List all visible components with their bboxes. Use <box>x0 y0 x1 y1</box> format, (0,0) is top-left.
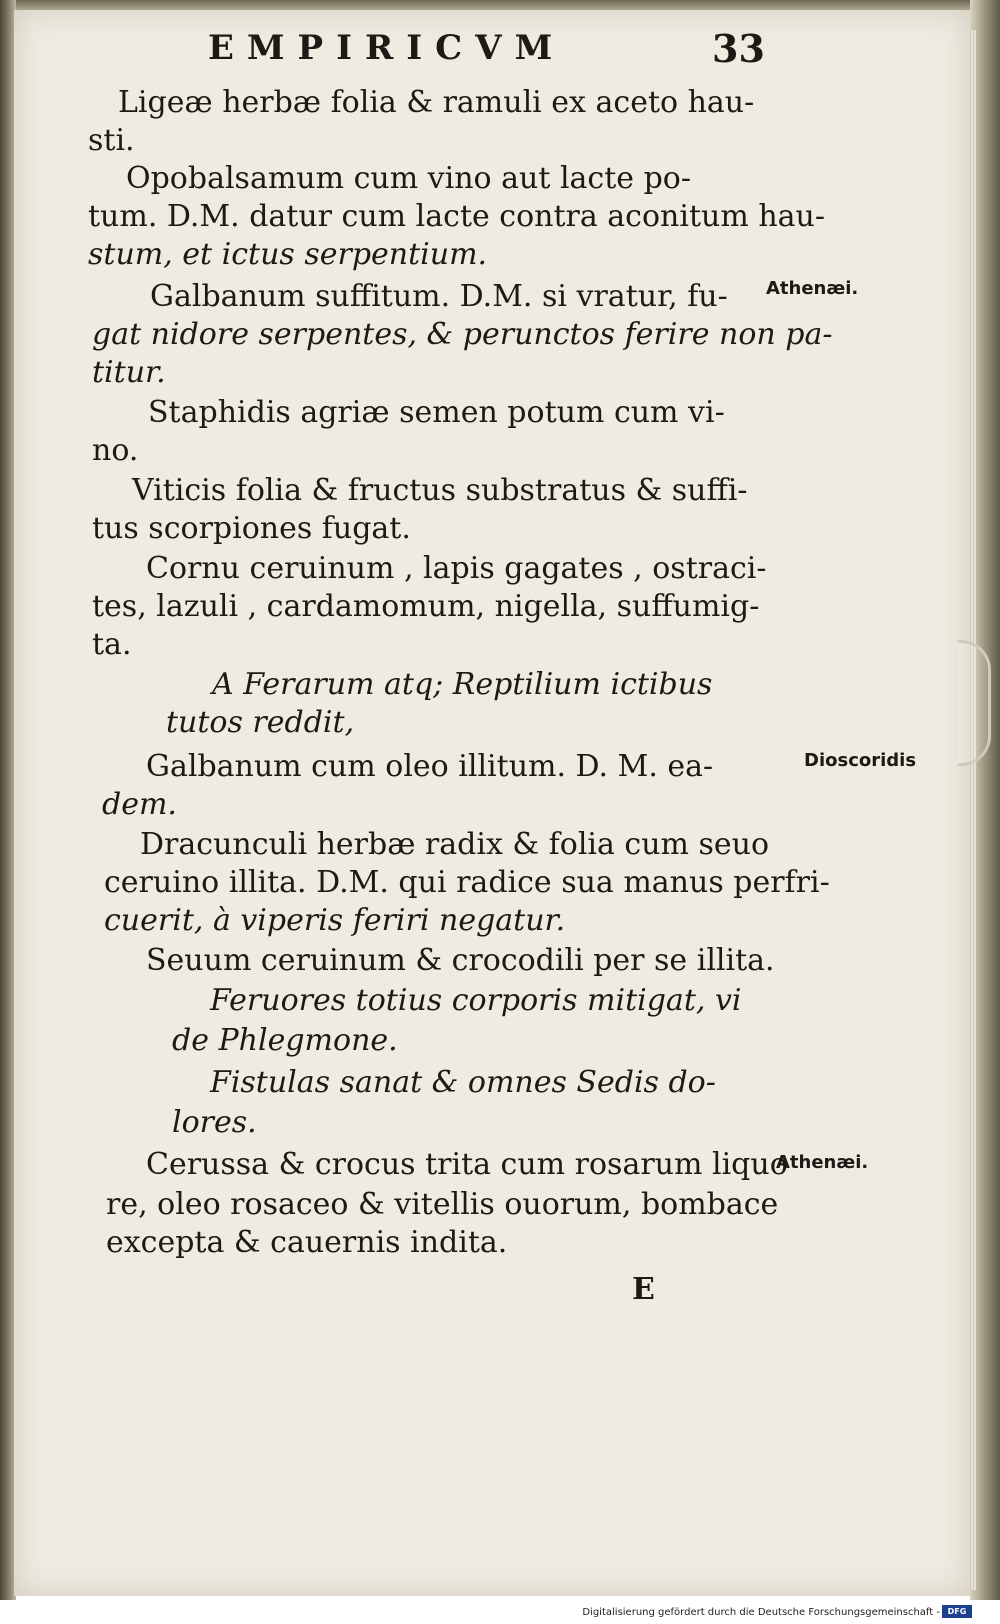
section-heading: Feruores totius corporis mitigat, vi <box>210 983 742 1018</box>
section-heading: A Ferarum atq; Reptilium ictibus <box>212 667 713 702</box>
text-line: tum. D.M. datur cum lacte contra aconitum hau- <box>88 199 825 234</box>
page-number: 33 <box>712 26 765 71</box>
running-head: EMPIRICVM <box>208 28 566 68</box>
text-line: Seuum ceruinum & crocodili per se illita. <box>146 943 775 978</box>
text-line: excepta & cauernis indita. <box>106 1225 508 1260</box>
section-heading: de Phlegmone. <box>172 1023 398 1058</box>
section-heading: lores. <box>172 1105 257 1140</box>
margin-note: Athenæi. <box>766 278 859 299</box>
text-line: Cornu ceruinum , lapis gagates , ostraci- <box>146 551 767 586</box>
dfg-logo: DFG <box>942 1605 972 1618</box>
text-line: ceruino illita. D.M. qui radice sua manus perfri- <box>104 865 830 900</box>
text-line: Galbanum cum oleo illitum. D. M. ea- <box>146 749 714 784</box>
digitization-credit: Digitalisierung gefördert durch die Deutsche Forschungsgemeinschaft - <box>582 1607 940 1618</box>
text-line: gat nidore serpentes, & perunctos ferire non pa- <box>92 317 833 352</box>
text-line: dem. <box>102 787 177 822</box>
text-line: tus scorpiones fugat. <box>92 511 411 546</box>
text-line: Ligeæ herbæ folia & ramuli ex aceto hau- <box>118 85 755 120</box>
text-line: Viticis folia & fructus substratus & suffi- <box>132 473 748 508</box>
text-line: no. <box>92 433 139 468</box>
text-line: stum, et ictus serpentium. <box>88 237 488 272</box>
margin-note: Athenæi. <box>776 1152 869 1173</box>
section-heading: tutos reddit, <box>166 705 355 740</box>
text-line: ta. <box>92 627 132 662</box>
text-line: Dracunculi herbæ radix & folia cum seuo <box>140 827 770 862</box>
section-heading: Fistulas sanat & omnes Sedis do- <box>210 1065 716 1100</box>
text-line: Galbanum suffitum. D.M. si vratur, fu- <box>150 279 728 314</box>
text-line: cuerit, à viperis feriri negatur. <box>104 903 566 938</box>
text-line: re, oleo rosaceo & vitellis ouorum, bombace <box>106 1187 779 1222</box>
catchword: E <box>632 1272 655 1307</box>
margin-note: Dioscoridis <box>804 750 917 771</box>
text-line: Cerussa & crocus trita cum rosarum liquo <box>146 1147 788 1182</box>
text-line: sti. <box>88 123 135 158</box>
text-line: Staphidis agriæ semen potum cum vi- <box>148 395 725 430</box>
text-line: tes, lazuli , cardamomum, nigella, suffumig- <box>92 589 760 624</box>
text-line: Opobalsamum cum vino aut lacte po- <box>126 161 691 196</box>
text-line: titur. <box>92 355 166 390</box>
